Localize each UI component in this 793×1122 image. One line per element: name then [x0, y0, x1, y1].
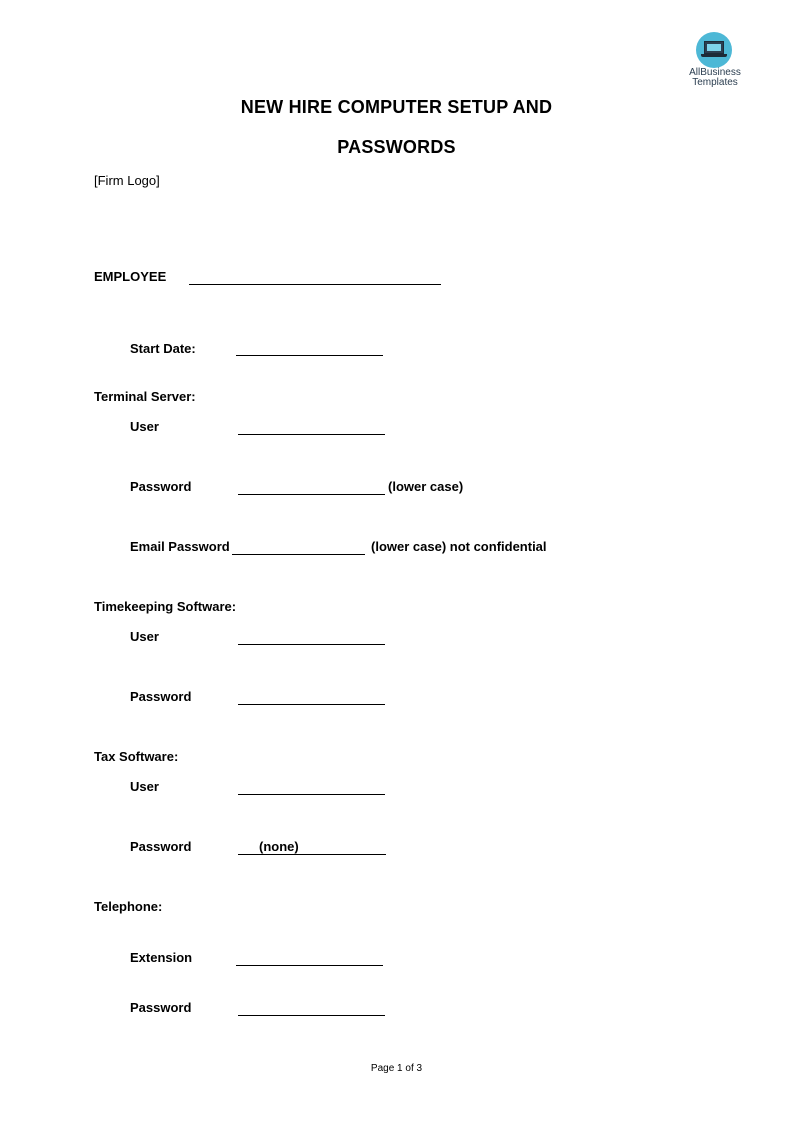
tax-password-label: Password: [130, 839, 192, 854]
telephone-password-label: Password: [130, 1000, 192, 1015]
email-password-field[interactable]: [232, 554, 365, 555]
terminal-password-label: Password: [130, 479, 192, 494]
terminal-password-field[interactable]: [238, 494, 385, 495]
terminal-user-field[interactable]: [238, 434, 385, 435]
page-number: Page 1 of 3: [370, 1063, 423, 1074]
tax-heading: Tax Software:: [94, 749, 179, 764]
timekeeping-user-field[interactable]: [238, 644, 385, 645]
employee-label: EMPLOYEE: [94, 269, 167, 284]
terminal-password-note: (lower case): [388, 479, 464, 494]
telephone-heading: Telephone:: [94, 899, 163, 914]
telephone-password-field[interactable]: [238, 1015, 385, 1016]
laptop-icon: [704, 41, 724, 54]
brand-name: [680, 68, 750, 88]
tax-user-label: User: [130, 779, 159, 794]
brand-line-1: AllBusiness: [689, 67, 741, 78]
telephone-extension-field[interactable]: [236, 965, 383, 966]
timekeeping-password-label: Password: [130, 689, 192, 704]
brand-logo: [696, 32, 732, 68]
document-title-line-2: PASSWORDS: [337, 137, 456, 157]
email-password-label: Email Password: [130, 539, 230, 554]
timekeeping-password-field[interactable]: [238, 704, 385, 705]
start-date-field[interactable]: [236, 355, 383, 356]
telephone-extension-label: Extension: [130, 950, 193, 965]
email-password-note: (lower case) not confidential: [371, 539, 547, 554]
tax-user-field[interactable]: [238, 794, 385, 795]
tax-password-field[interactable]: [238, 854, 386, 855]
firm-logo-placeholder: [Firm Logo]: [94, 173, 160, 188]
start-date-label: Start Date:: [130, 341, 196, 356]
tax-password-value: (none): [259, 839, 299, 854]
timekeeping-heading: Timekeeping Software:: [94, 599, 237, 614]
document-title-line-1: NEW HIRE COMPUTER SETUP AND: [240, 97, 553, 117]
timekeeping-user-label: User: [130, 629, 159, 644]
employee-field[interactable]: [189, 284, 441, 285]
terminal-user-label: User: [130, 419, 159, 434]
brand-line-2: Templates: [692, 77, 738, 88]
terminal-server-heading: Terminal Server:: [94, 389, 196, 404]
laptop-base: [701, 54, 727, 57]
